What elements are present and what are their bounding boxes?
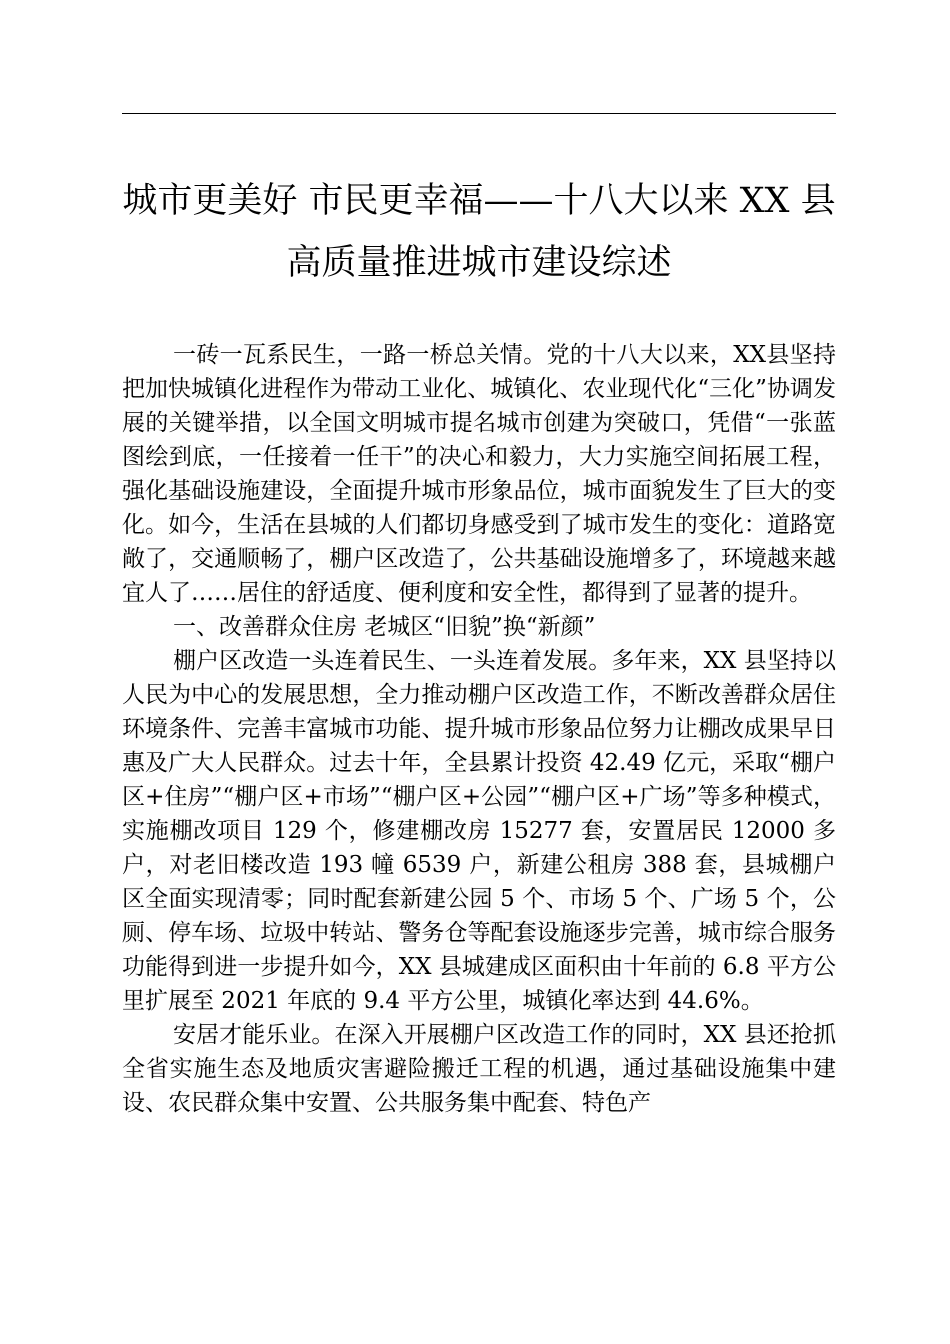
paragraph-intro: 一砖一瓦系民生，一路一桥总关情。党的十八大以来，XX县坚持把加快城镇化进程作为带动工业化、城镇化、农业现代化“三化”协调发展的关键举措，以全国文明城市提名城市创建为突破口，凭借“一张蓝图绘到底，一任接着一任干”的决心和毅力，大力实施空间拓展工程，强化基础设施建设，全面提升城市形象品位，城市面貌发生了巨大的变化。如今，生活在县城的人们都切身感受到了城市发生的变化：道路宽敞了，交通顺畅了，棚户区改造了，公共基础设施增多了，环境越来越宜人了……居住的舒适度、便利度和安全性，都得到了显著的提升。: [122, 342, 836, 606]
document-body: [122, 338, 836, 1120]
header-rule: [122, 113, 836, 114]
section-heading: 一、改善群众住房 老城区“旧貌”换“新颜”: [173, 614, 596, 640]
title-line-2: 高质量推进城市建设综述: [286, 243, 672, 283]
document-title: [112, 170, 846, 294]
paragraph-shantytown: 棚户区改造一头连着民生、一头连着发展。多年来，XX 县坚持以人民为中心的发展思想，全力推动棚户区改造工作，不断改善群众居住环境条件、完善丰富城市功能、提升城市形象品位努力让棚改成果早日惠及广大人民群众。过去十年，全县累计投资 42.49 亿元，采取“棚户区+住房”“棚户区+市场”“棚户区+公园”“棚户区+广场”等多种模式，实施棚改项目 129 个，修建棚改房 15277 套，安置居民 12000 多户，对老旧楼改造 193 幢 6539 户，新建公租房 388 套，县城棚户区全面实现清零；同时配套新建公园 5 个、市场 5 个、广场 5 个，公厕、停车场、垃圾中转站、警务仓等配套设施逐步完善，城市综合服务功能得到进一步提升如今，XX 县城建成区面积由十年前的 6.8 平方公里扩展至 2021 年底的 9.4 平方公里，城镇化率达到 44.6%。: [122, 648, 836, 1014]
title-line-1: 城市更美好 市民更幸福——十八大以来 XX 县: [122, 181, 836, 221]
paragraph-resettlement: 安居才能乐业。在深入开展棚户区改造工作的同时，XX 县还抢抓全省实施生态及地质灾害避险搬迁工程的机遇，通过基础设施集中建设、农民群众集中安置、公共服务集中配套、特色产: [122, 1022, 836, 1116]
